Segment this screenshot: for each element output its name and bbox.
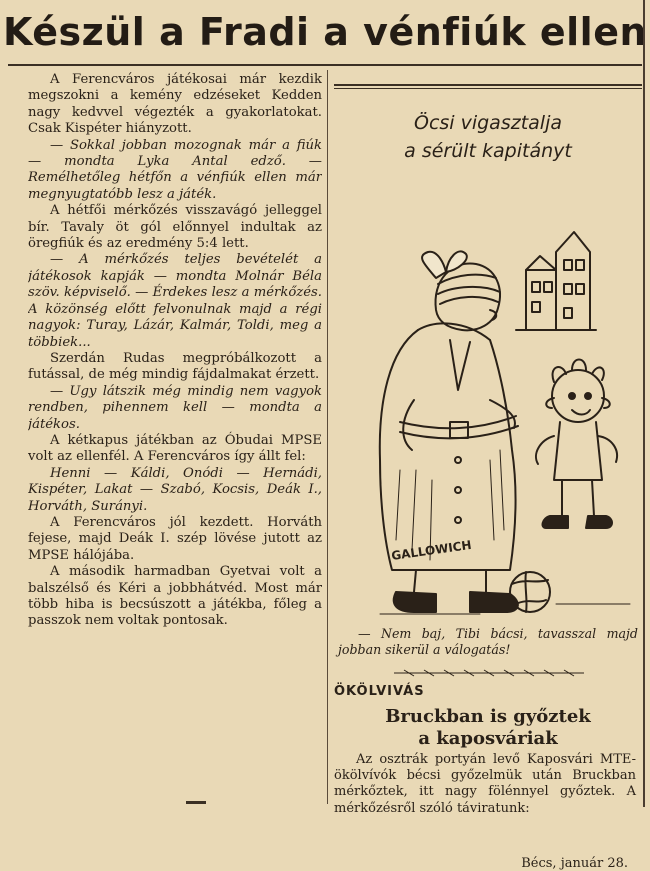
paragraph: — Sokkal jobban mozognak már a fiúk — mondta Lyka Antal edző. — Remélhetőleg hétfőn a vénfiúk ellen már megnyugtatóbb lesz a játék. xyxy=(28,137,322,202)
section-tag: ÖKÖLVIVÁS xyxy=(334,684,425,699)
cartoon-illustration xyxy=(340,160,640,622)
paragraph: — Ugy látszik még mindig nem vagyok rendben, pihennem kell — mondta a játékos. xyxy=(28,383,322,432)
article-left-column xyxy=(28,72,322,802)
cartoon-signature: GALLOWICH xyxy=(390,537,473,563)
box-rule xyxy=(334,84,642,86)
lineup-paragraph: Henni — Káldi, Onódi — Hernádi, Kispéter, Lakat — Szabó, Kocsis, Deák I., Horváth, Surányi. xyxy=(28,465,322,514)
headline-rule xyxy=(8,64,642,66)
box-rule-thin xyxy=(334,88,642,89)
cartoon-title-line2: a sérült kapitányt xyxy=(404,140,572,162)
paragraph: A hétfői mérkőzés visszavágó jelleggel bír. Tavaly öt gól előnnyel indultak az öregfiúk és az eredmény 5:4 lett. xyxy=(28,203,322,252)
boxing-article xyxy=(334,752,636,817)
paragraph: A kétkapus játékban az Óbudai MPSE volt az ellenfél. A Ferencváros így állt fel: xyxy=(28,432,322,465)
paragraph: — A mérkőzés teljes bevételét a játékosok kapják — mondta Molnár Béla szöv. képviselő. — Érdekes lesz a mérkőzés. A közönség előtt felvonulnak majd a régi nagyok: Turay, Lázár, Kalmár, Toldi, meg a többiek... xyxy=(28,252,322,350)
cartoon-caption: — Nem baj, Tibi bácsi, tavasszal majd jobban sikerül a válogatás! xyxy=(338,626,638,657)
paragraph: A Ferencváros jól kezdett. Horváth fejese, majd Deák I. szép lövése jutott az MPSE hálójába. xyxy=(28,514,322,563)
column-divider xyxy=(327,70,328,804)
ornament-divider xyxy=(394,668,584,678)
dateline: Bécs, január 28. xyxy=(521,856,628,871)
paragraph: Szerdán Rudas megpróbálkozott a futással, de még mindig fájdalmakat érzett. xyxy=(28,350,322,383)
end-mark xyxy=(186,801,206,804)
boxing-subhead: Bruckban is győztek a kaposváriak xyxy=(385,706,591,749)
paragraph: A Ferencváros játékosai már kezdik megszokni a kemény edzéseket Kedden nagy kedvvel végezték a gyakorlatokat. Csak Kispéter hiányzott. xyxy=(28,72,322,137)
page-edge xyxy=(643,0,645,807)
paragraph: Az osztrák portyán levő Kaposvári MTE-ökölvívók bécsi győzelmük után Bruckban mérkőztek, itt nagy fölénnyel győztek. A mérkőzésről szóló táviratunk: xyxy=(334,752,636,816)
headline: Készül a Fradi a vénfiúk ellen xyxy=(2,10,648,54)
right-column xyxy=(334,70,642,871)
cartoon-title-line1: Öcsi vigasztalja xyxy=(413,112,562,134)
paragraph: A második harmadban Gyetvai volt a balszélső és Kéri a jobbhátvéd. Most már több hiba is becsúszott a játékba, főleg a passzok nem voltak pontosak. xyxy=(28,564,322,629)
